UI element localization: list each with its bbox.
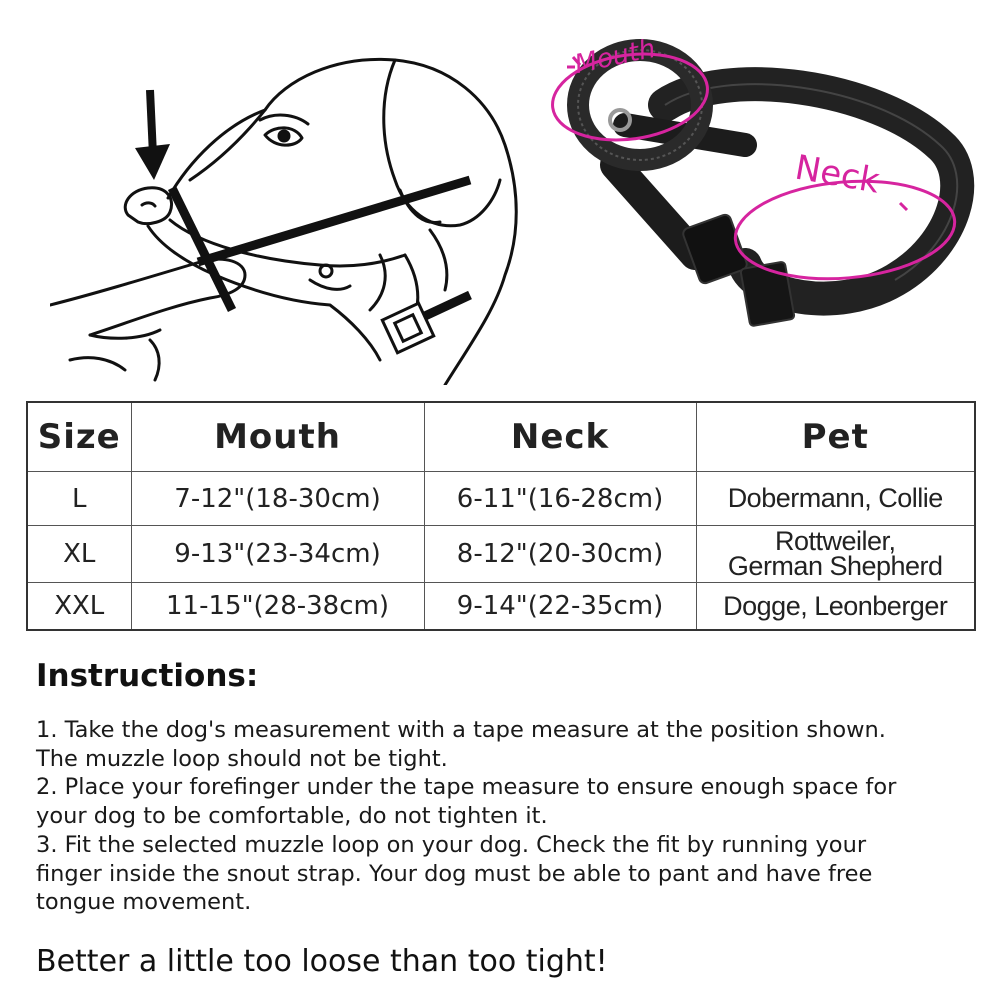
dog-measurement-drawing xyxy=(50,40,540,385)
size-cell: L xyxy=(27,472,131,526)
table-row xyxy=(27,526,975,583)
mouth-cell: 7-12"(18-30cm) xyxy=(131,472,424,526)
header-neck: Neck xyxy=(424,402,696,472)
step-line: 3. Fit the selected muzzle loop on your dog. Check the fit by running your xyxy=(36,831,867,858)
step-line: tongue movement. xyxy=(36,889,252,916)
neck-cell: 6-11"(16-28cm) xyxy=(424,472,696,526)
pet-line: Rottweiler, xyxy=(774,526,896,556)
table-row xyxy=(27,583,975,631)
measure-arrow-icon xyxy=(135,90,170,180)
neck-cell: 9-14"(22-35cm) xyxy=(424,583,696,631)
step-line: your dog to be comfortable, do not tighten it. xyxy=(36,803,548,830)
size-chart-table xyxy=(26,401,976,631)
pet-line: Dogge, Leonberger xyxy=(723,590,948,621)
step-line: finger inside the snout strap. Your dog must be able to pant and have free xyxy=(36,860,873,887)
pet-cell xyxy=(696,526,975,583)
header-size: Size xyxy=(27,402,131,472)
header-pet: Pet xyxy=(696,402,975,472)
pet-line: German Shepherd xyxy=(727,551,943,581)
illustration-area xyxy=(0,0,1000,395)
step-line: 2. Place your forefinger under the tape measure to ensure enough space for xyxy=(36,774,897,801)
step-line: The muzzle loop should not be tight. xyxy=(36,745,448,772)
pet-cell xyxy=(696,583,975,631)
size-cell: XXL xyxy=(27,583,131,631)
neck-cell: 8-12"(20-30cm) xyxy=(424,526,696,583)
step-line: 1. Take the dog's measurement with a tape measure at the position shown. xyxy=(36,717,886,743)
mouth-cell: 9-13"(23-34cm) xyxy=(131,526,424,583)
size-cell: XL xyxy=(27,526,131,583)
closing-note: Better a little too loose than too tight! xyxy=(36,944,608,979)
neck-label: Neck xyxy=(792,147,883,202)
table-row xyxy=(27,472,975,526)
mouth-label: Mouth xyxy=(572,33,659,81)
instructions-steps xyxy=(36,716,976,917)
instructions-title: Instructions: xyxy=(36,658,259,694)
header-mouth: Mouth xyxy=(131,402,424,472)
table-header-row xyxy=(27,402,975,472)
pet-line: Dobermann, Collie xyxy=(727,483,943,513)
muzzle-product-image xyxy=(545,25,985,355)
mouth-cell: 11-15"(28-38cm) xyxy=(131,583,424,631)
pet-cell xyxy=(696,472,975,526)
